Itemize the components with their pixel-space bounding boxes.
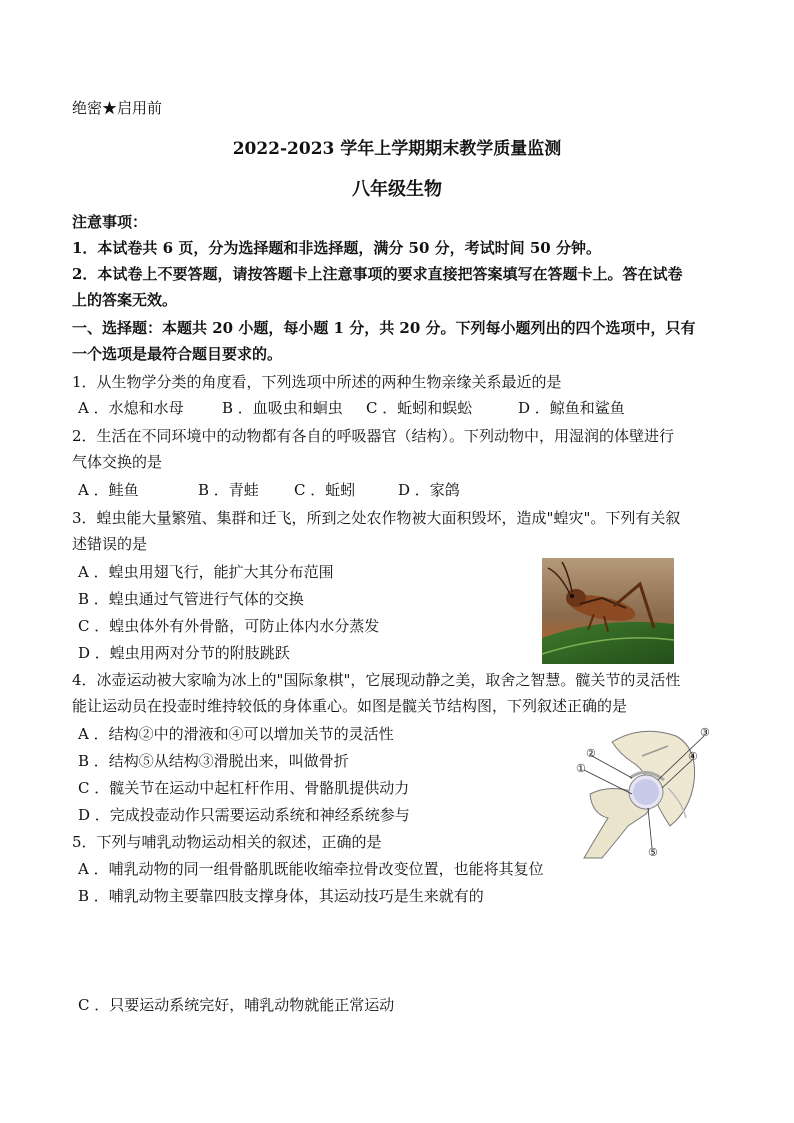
hip-joint-drawing [572, 722, 712, 860]
q5-stem: 5．下列与哺乳动物运动相关的叙述，正确的是 [72, 833, 382, 851]
grasshopper-image [542, 558, 674, 664]
q3-option-c: C ．蝗虫体外有外骨骼，可防止体内水分蒸发 [78, 617, 380, 635]
page-title: 2022-2023 学年上学期期末教学质量监测 [232, 139, 562, 159]
hip-label-1: ① [576, 762, 586, 775]
q5-option-b: B ．哺乳动物主要靠四肢支撑身体，其运动技巧是生来就有的 [78, 887, 484, 905]
section1-line1: 一、选择题：本题共 20 小题，每小题 1 分，共 20 分。下列每小题列出的四个选项中，只有 [72, 319, 696, 337]
note-2-line1: 2．本试卷上不要答题，请按答题卡上注意事项的要求直接把答案填写在答题卡上。答在试卷 [72, 265, 683, 283]
q4-option-a: A ．结构②中的滑液和④可以增加关节的灵活性 [78, 725, 394, 743]
secret-label: 绝密★启用前 [72, 99, 163, 117]
q2-option-a: A ．鲑鱼 [78, 481, 139, 499]
hip-joint-figure [572, 722, 712, 860]
q3-option-d: D ．蝗虫用两对分节的附肢跳跃 [78, 644, 290, 662]
q1-option-b: B ．血吸虫和蛔虫 [222, 399, 343, 417]
q4-option-c: C ．髋关节在运动中起杠杆作用、骨骼肌提供动力 [78, 779, 410, 797]
q1-option-c: C ．蚯蚓和蜈蚣 [366, 399, 473, 417]
hip-label-2: ② [586, 747, 596, 760]
notes-heading: 注意事项： [72, 213, 148, 231]
q1-option-d: D ．鲸鱼和鲨鱼 [518, 399, 625, 417]
q1-option-a: A ．水熄和水母 [78, 399, 184, 417]
q3-option-b: B ．蝗虫通过气管进行气体的交换 [78, 590, 304, 608]
note-1: 1．本试卷共 6 页，分为选择题和非选择题，满分 50 分，考试时间 50 分钟。 [72, 239, 601, 257]
q3-stem-line1: 3．蝗虫能大量繁殖、集群和迁飞，所到之处农作物被大面积毁坏，造成"蝗灾"。下列有关叙 [72, 509, 681, 527]
q5-option-c: C ．只要运动系统完好，哺乳动物就能正常运动 [78, 996, 395, 1014]
q5-option-a: A ．哺乳动物的同一组骨骼肌既能收缩牵拉骨改变位置，也能将其复位 [78, 860, 544, 878]
section1-line2: 一个选项是最符合题目要求的。 [72, 345, 283, 363]
q2-option-b: B ．青蛙 [198, 481, 259, 499]
hip-label-4: ④ [688, 750, 698, 763]
q4-option-b: B ．结构⑤从结构③滑脱出来，叫做骨折 [78, 752, 349, 770]
q3-stem-line2: 述错误的是 [72, 535, 148, 553]
q2-stem-line2: 气体交换的是 [72, 453, 163, 471]
note-2-line2: 上的答案无效。 [72, 291, 178, 309]
q1-stem: 1．从生物学分类的角度看，下列选项中所述的两种生物亲缘关系最近的是 [72, 373, 562, 391]
hip-label-5: ⑤ [648, 846, 658, 859]
q2-option-c: C ．蚯蚓 [294, 481, 356, 499]
q4-stem-line1: 4．冰壶运动被大家喻为冰上的"国际象棋"，它展现动静之美，取舍之智慧。髋关节的灵活性 [72, 671, 681, 689]
q3-option-a: A ．蝗虫用翅飞行，能扩大其分布范围 [78, 563, 334, 581]
q4-stem-line2: 能让运动员在投壶时维持较低的身体重心。如图是髋关节结构图，下列叙述正确的是 [72, 697, 628, 715]
q2-option-d: D ．家鸽 [398, 481, 460, 499]
q4-option-d: D ．完成投壶动作只需要运动系统和神经系统参与 [78, 806, 410, 824]
q2-stem-line1: 2．生活在不同环境中的动物都有各自的呼吸器官（结构）。下列动物中，用湿润的体壁进行 [72, 427, 675, 445]
hip-label-3: ③ [700, 726, 710, 739]
page-subtitle: 八年级生物 [352, 179, 442, 200]
